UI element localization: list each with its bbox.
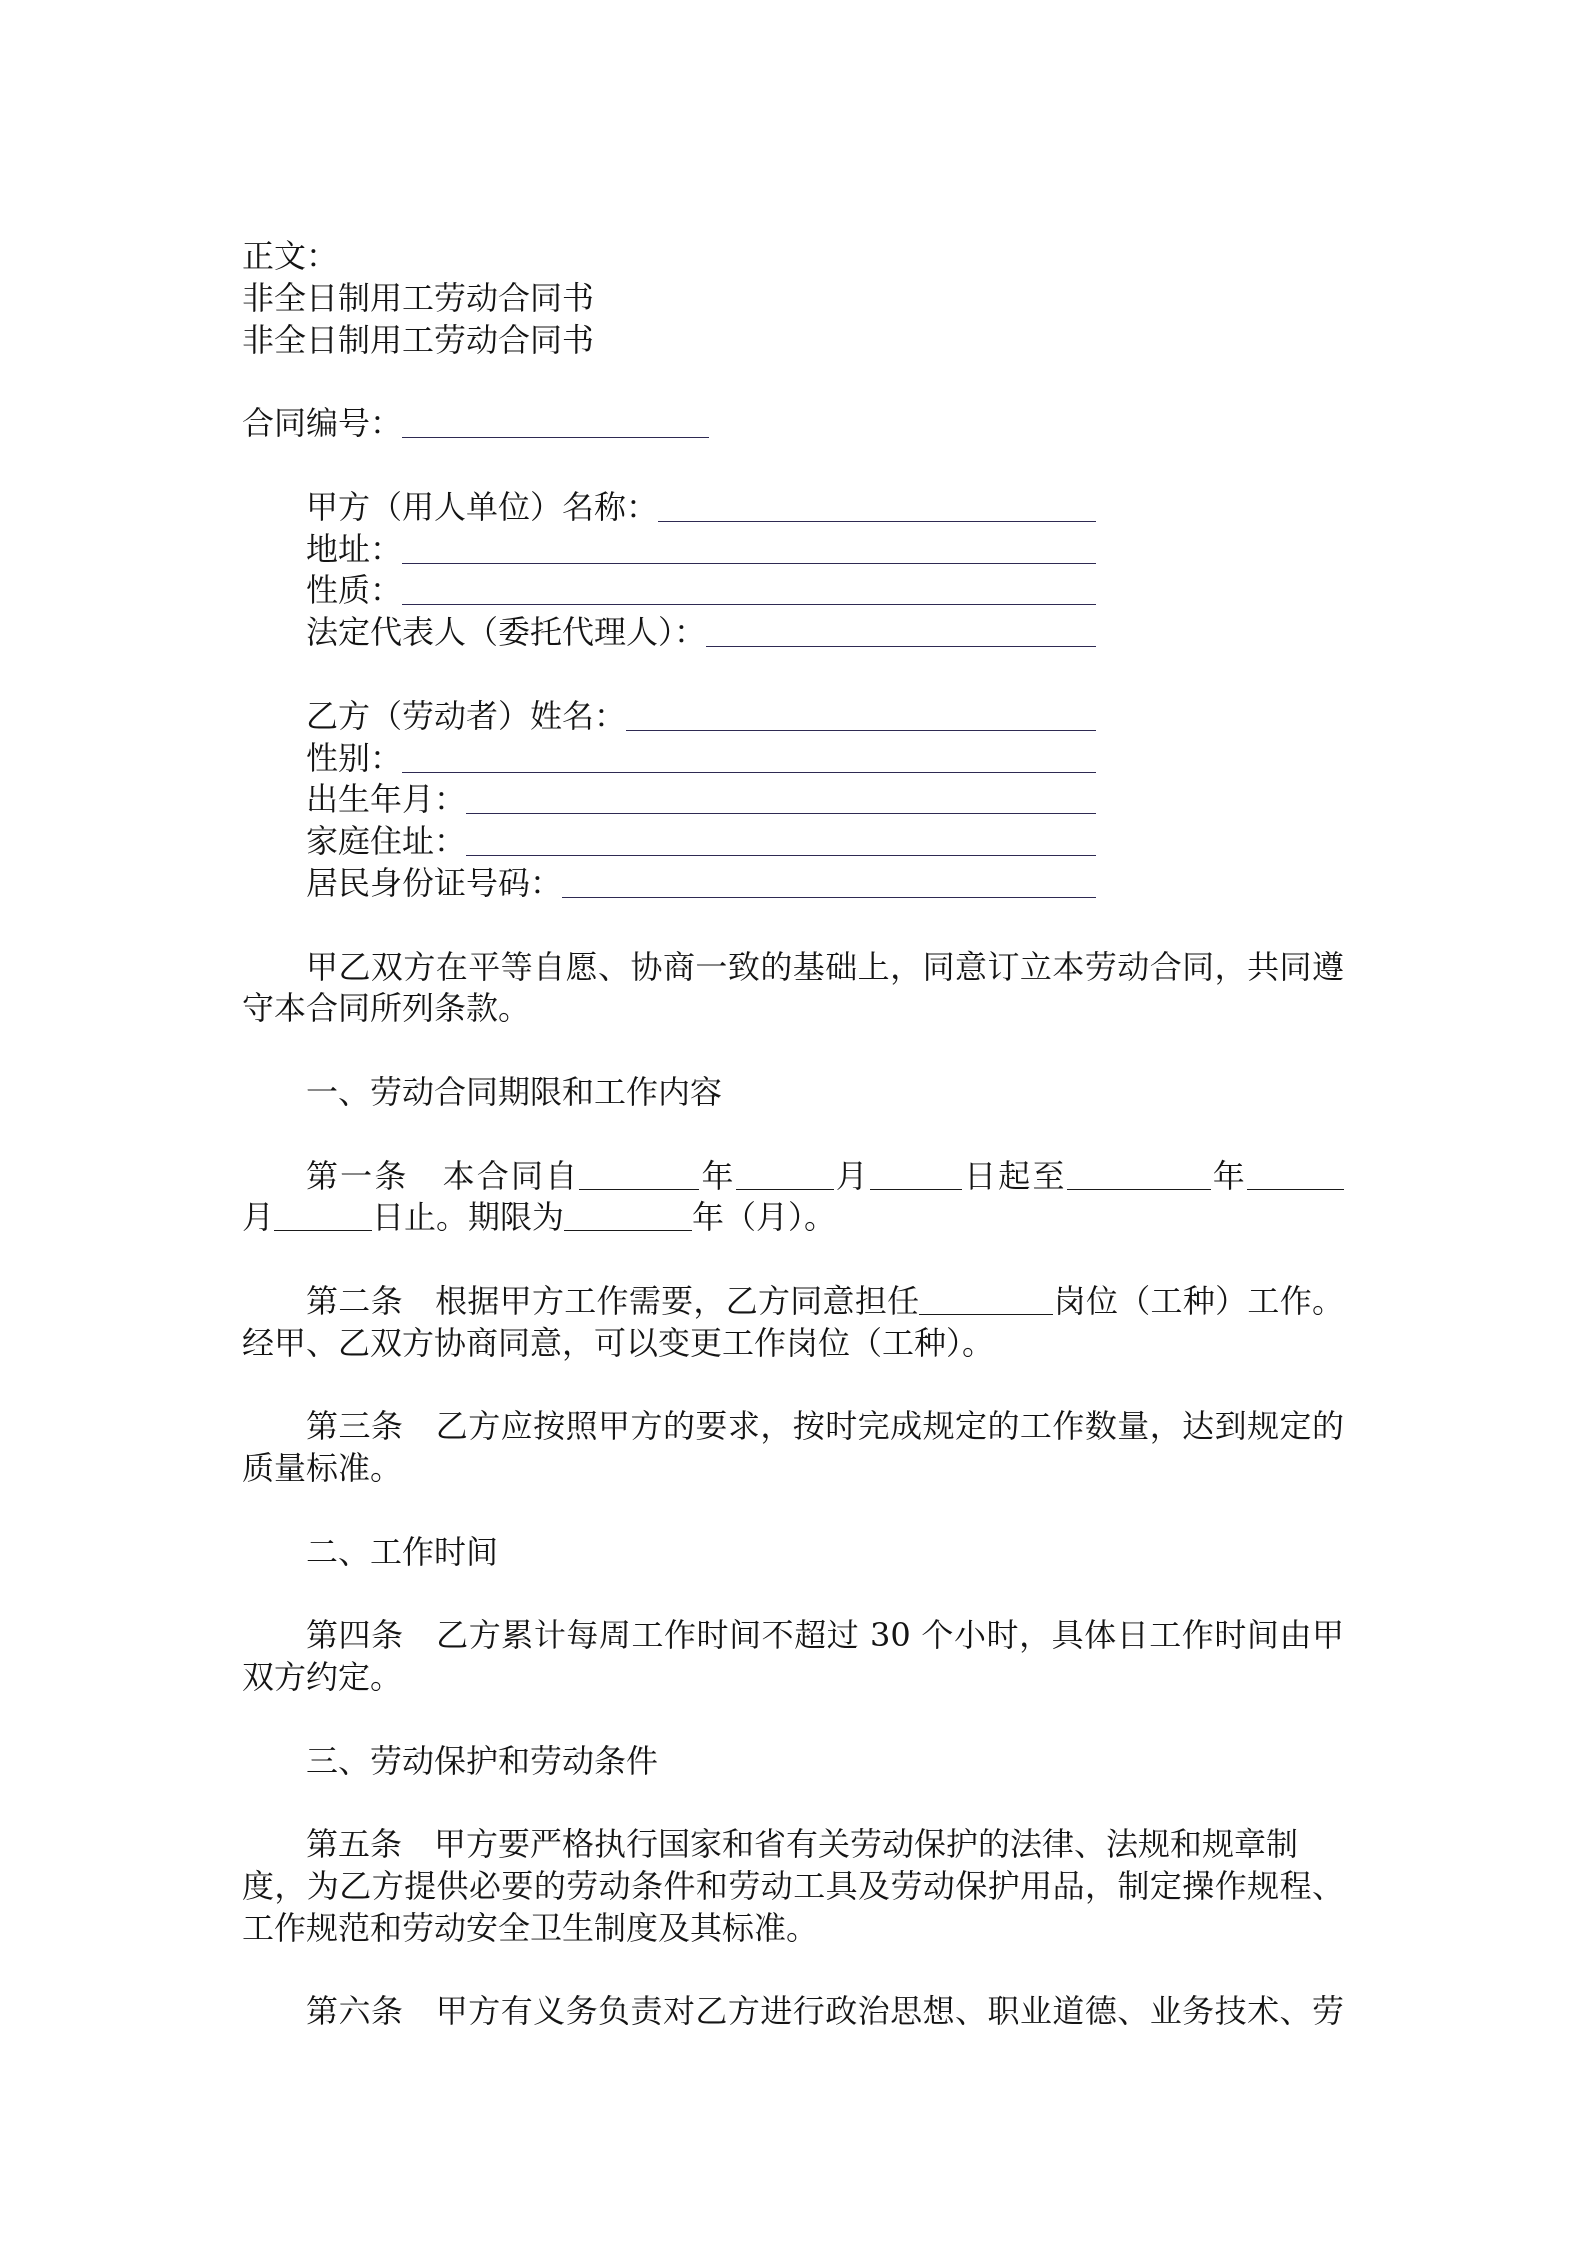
party-b-name-blank bbox=[626, 696, 1096, 731]
party-b-id-number-label: 居民身份证号码： bbox=[306, 863, 563, 902]
section-heading: 一、劳动合同期限和工作内容 bbox=[306, 1072, 723, 1111]
party-a-nature-blank bbox=[402, 570, 1096, 605]
end-day-blank bbox=[274, 1202, 372, 1232]
party-a-representative-row bbox=[306, 612, 1096, 654]
article-3-line: 质量标准。 bbox=[242, 1449, 403, 1488]
article-4-line: 双方约定。 bbox=[242, 1658, 403, 1697]
article-text: 月 bbox=[242, 1198, 275, 1237]
term-length-blank bbox=[564, 1202, 692, 1232]
end-month-blank bbox=[1247, 1160, 1344, 1190]
article-text: 年 bbox=[699, 1156, 736, 1195]
blank-line bbox=[242, 1239, 1344, 1281]
blank-line bbox=[242, 1030, 1344, 1072]
contract-number-blank bbox=[402, 403, 709, 438]
party-a-name-label: 甲方（用人单位）名称： bbox=[306, 487, 659, 526]
article-6-line: 第六条 甲方有义务负责对乙方进行政治思想、职业道德、业务技术、劳 bbox=[306, 1992, 1344, 2031]
blank-line bbox=[242, 1782, 1344, 1824]
party-b-id-number-blank bbox=[562, 863, 1096, 898]
party-a-address-label: 地址： bbox=[306, 529, 403, 568]
party-a-nature-row bbox=[306, 570, 1096, 612]
start-month-blank bbox=[736, 1160, 834, 1190]
party-b-home-address-row bbox=[306, 821, 1096, 863]
party-a-address-blank bbox=[402, 529, 1096, 564]
party-a-nature-label: 性质： bbox=[306, 571, 403, 610]
party-b-home-address-label: 家庭住址： bbox=[306, 822, 467, 861]
party-b-birth-label: 出生年月： bbox=[306, 780, 467, 819]
article-5-line: 度，为乙方提供必要的劳动条件和劳动工具及劳动保护用品，制定操作规程、 bbox=[242, 1867, 1344, 1906]
party-a-address-row bbox=[306, 529, 1096, 571]
party-a-name-row bbox=[306, 487, 1096, 529]
party-b-birth-blank bbox=[466, 779, 1096, 814]
blank-line bbox=[242, 445, 1344, 487]
article-1-line bbox=[242, 1156, 1344, 1198]
party-a-representative-blank bbox=[706, 612, 1096, 647]
contract-number-label: 合同编号： bbox=[242, 404, 403, 443]
article-2-line bbox=[242, 1281, 1344, 1323]
article-text: 年（月）。 bbox=[692, 1198, 837, 1237]
article-text: 岗位（工种）工作。 bbox=[1053, 1281, 1344, 1320]
blank-line bbox=[242, 1490, 1344, 1532]
start-day-blank bbox=[870, 1160, 962, 1190]
party-a-representative-label: 法定代表人（委托代理人）： bbox=[306, 613, 707, 652]
contract-number-row bbox=[242, 403, 1344, 445]
blank-line bbox=[242, 361, 1344, 403]
article-text: 日止。期限为 bbox=[372, 1198, 565, 1237]
position-blank bbox=[919, 1285, 1053, 1315]
party-b-gender-label: 性别： bbox=[306, 738, 403, 777]
blank-line bbox=[242, 1574, 1344, 1616]
party-b-birth-row bbox=[306, 779, 1096, 821]
party-b-gender-blank bbox=[402, 738, 1096, 773]
article-text: 第一条 本合同自 bbox=[306, 1156, 580, 1195]
party-b-home-address-blank bbox=[466, 821, 1096, 856]
article-text: 年 bbox=[1210, 1156, 1247, 1195]
party-b-name-row bbox=[306, 696, 1096, 738]
preamble-line: 守本合同所列条款。 bbox=[242, 989, 531, 1028]
article-3-line: 第三条 乙方应按照甲方的要求，按时完成规定的工作数量，达到规定的 bbox=[306, 1407, 1344, 1446]
blank-line bbox=[242, 1365, 1344, 1407]
party-b-gender-row bbox=[306, 738, 1096, 780]
blank-line bbox=[242, 1114, 1344, 1156]
contract-document bbox=[242, 236, 1344, 2033]
section-heading: 二、工作时间 bbox=[306, 1532, 499, 1571]
article-5-line: 工作规范和劳动安全卫生制度及其标准。 bbox=[242, 1908, 819, 1947]
end-year-blank bbox=[1067, 1160, 1211, 1190]
article-text: 第二条 根据甲方工作需要，乙方同意担任 bbox=[306, 1281, 920, 1320]
article-2-line: 经甲、乙双方协商同意，可以变更工作岗位（工种）。 bbox=[242, 1323, 995, 1362]
section-heading: 三、劳动保护和劳动条件 bbox=[306, 1741, 659, 1780]
start-year-blank bbox=[579, 1160, 699, 1190]
contract-title-repeat: 非全日制用工劳动合同书 bbox=[242, 320, 595, 359]
party-b-name-label: 乙方（劳动者）姓名： bbox=[306, 696, 627, 735]
party-a-name-blank bbox=[658, 487, 1096, 522]
article-text: 月 bbox=[833, 1156, 870, 1195]
blank-line bbox=[242, 905, 1344, 947]
article-4-line: 第四条 乙方累计每周工作时间不超过 30 个小时，具体日工作时间由甲 bbox=[306, 1616, 1344, 1655]
party-b-id-number-row bbox=[306, 863, 1096, 905]
blank-line bbox=[242, 654, 1344, 696]
article-5-line: 第五条 甲方要严格执行国家和省有关劳动保护的法律、法规和规章制 bbox=[306, 1825, 1299, 1864]
preamble-line: 甲乙双方在平等自愿、协商一致的基础上，同意订立本劳动合同，共同遵 bbox=[306, 947, 1344, 986]
blank-line bbox=[242, 1950, 1344, 1992]
body-label: 正文： bbox=[242, 237, 339, 275]
article-text: 日起至 bbox=[961, 1156, 1067, 1195]
blank-line bbox=[242, 1699, 1344, 1741]
article-1-line bbox=[242, 1197, 1344, 1239]
contract-title: 非全日制用工劳动合同书 bbox=[242, 278, 595, 317]
